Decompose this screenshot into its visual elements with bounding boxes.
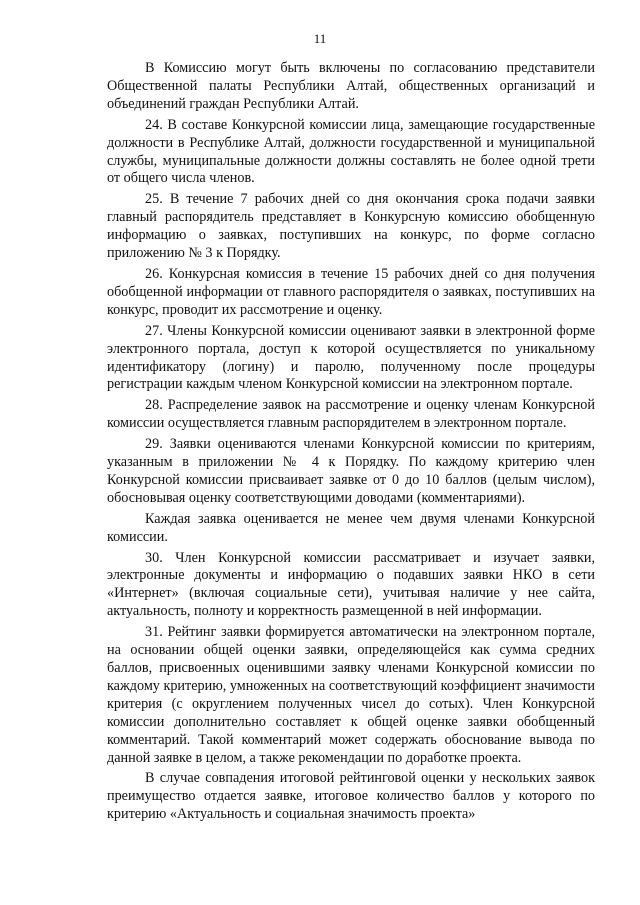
paragraph-26: 26. Конкурсная комиссия в течение 15 рабочих дней со дня получения обобщенной информации от главного распорядителя о заявках, поступивших на конкурс, проводит их рассмотрение и оценку.	[107, 265, 595, 318]
paragraph-29-note: Каждая заявка оценивается не менее чем двумя членами Конкурсной комиссии.	[107, 510, 595, 545]
paragraph-tie-rule: В случае совпадения итоговой рейтинговой оценки у нескольких заявок преимущество отдается заявке, итоговое количество баллов у которого по критерию «Актуальность и социальная значимость проекта»	[107, 770, 595, 823]
paragraph-31: 31. Рейтинг заявки формируется автоматически на электронном портале, на основании общей оценки заявки, определяющейся как сумма средних баллов, присвоенных оценившими заявку членами Конкурсной комиссии по каждому критерию, умноженных на соответствующий коэффициент значимости критерия (с округлением полученных чисел до сотых). Член Конкурсной комиссии дополнительно составляет к общей оценке заявки обобщенный комментарий. Такой комментарий может содержать обоснование вывода по данной заявке в целом, а также рекомендации по доработке проекта.	[107, 624, 595, 766]
paragraph-30: 30. Член Конкурсной комиссии рассматривает и изучает заявки, электронные документы и информацию о подавших заявки НКО в сети «Интернет» (включая социальные сети), учитывая наличие у нее сайта, актуальность, полноту и корректность размещенной в ней информации.	[107, 549, 595, 620]
page-number: 11	[313, 31, 327, 46]
document-body	[107, 60, 595, 827]
paragraph-commission-members: В Комиссию могут быть включены по согласованию представители Общественной палаты Республики Алтай, общественных организаций и объединений граждан Республики Алтай.	[107, 60, 595, 112]
paragraph-24: 24. В составе Конкурсной комиссии лица, замещающие государственные должности в Республике Алтай, должности государственной и муниципальной службы, муниципальные должности должны составлять не более одной трети от общего числа членов.	[107, 116, 595, 187]
paragraph-29: 29. Заявки оцениваются членами Конкурсной комиссии по критериям, указанным в приложении № 4 к Порядку. По каждому критерию член Конкурсной комиссии присваивает заявке от 0 до 10 баллов (целым числом), обосновывая оценку соответствующими доводами (комментариями).	[107, 436, 595, 506]
paragraph-25: 25. В течение 7 рабочих дней со дня окончания срока подачи заявки главный распорядитель представляет в Конкурсную комиссию обобщенную информацию о заявках, поступивших на конкурс, по форме согласно приложению № 3 к Порядку.	[107, 191, 595, 262]
paragraph-28: 28. Распределение заявок на рассмотрение и оценку членам Конкурсной комиссии осуществляется главным распорядителем в электронном портале.	[107, 397, 595, 432]
paragraph-27: 27. Члены Конкурсной комиссии оценивают заявки в электронной форме электронного портала, доступ к которой осуществляется по уникальному идентификатору (логину) и паролю, полученному после процедуры регистрации каждым членом Конкурсной комиссии на электронном портале.	[107, 322, 595, 393]
